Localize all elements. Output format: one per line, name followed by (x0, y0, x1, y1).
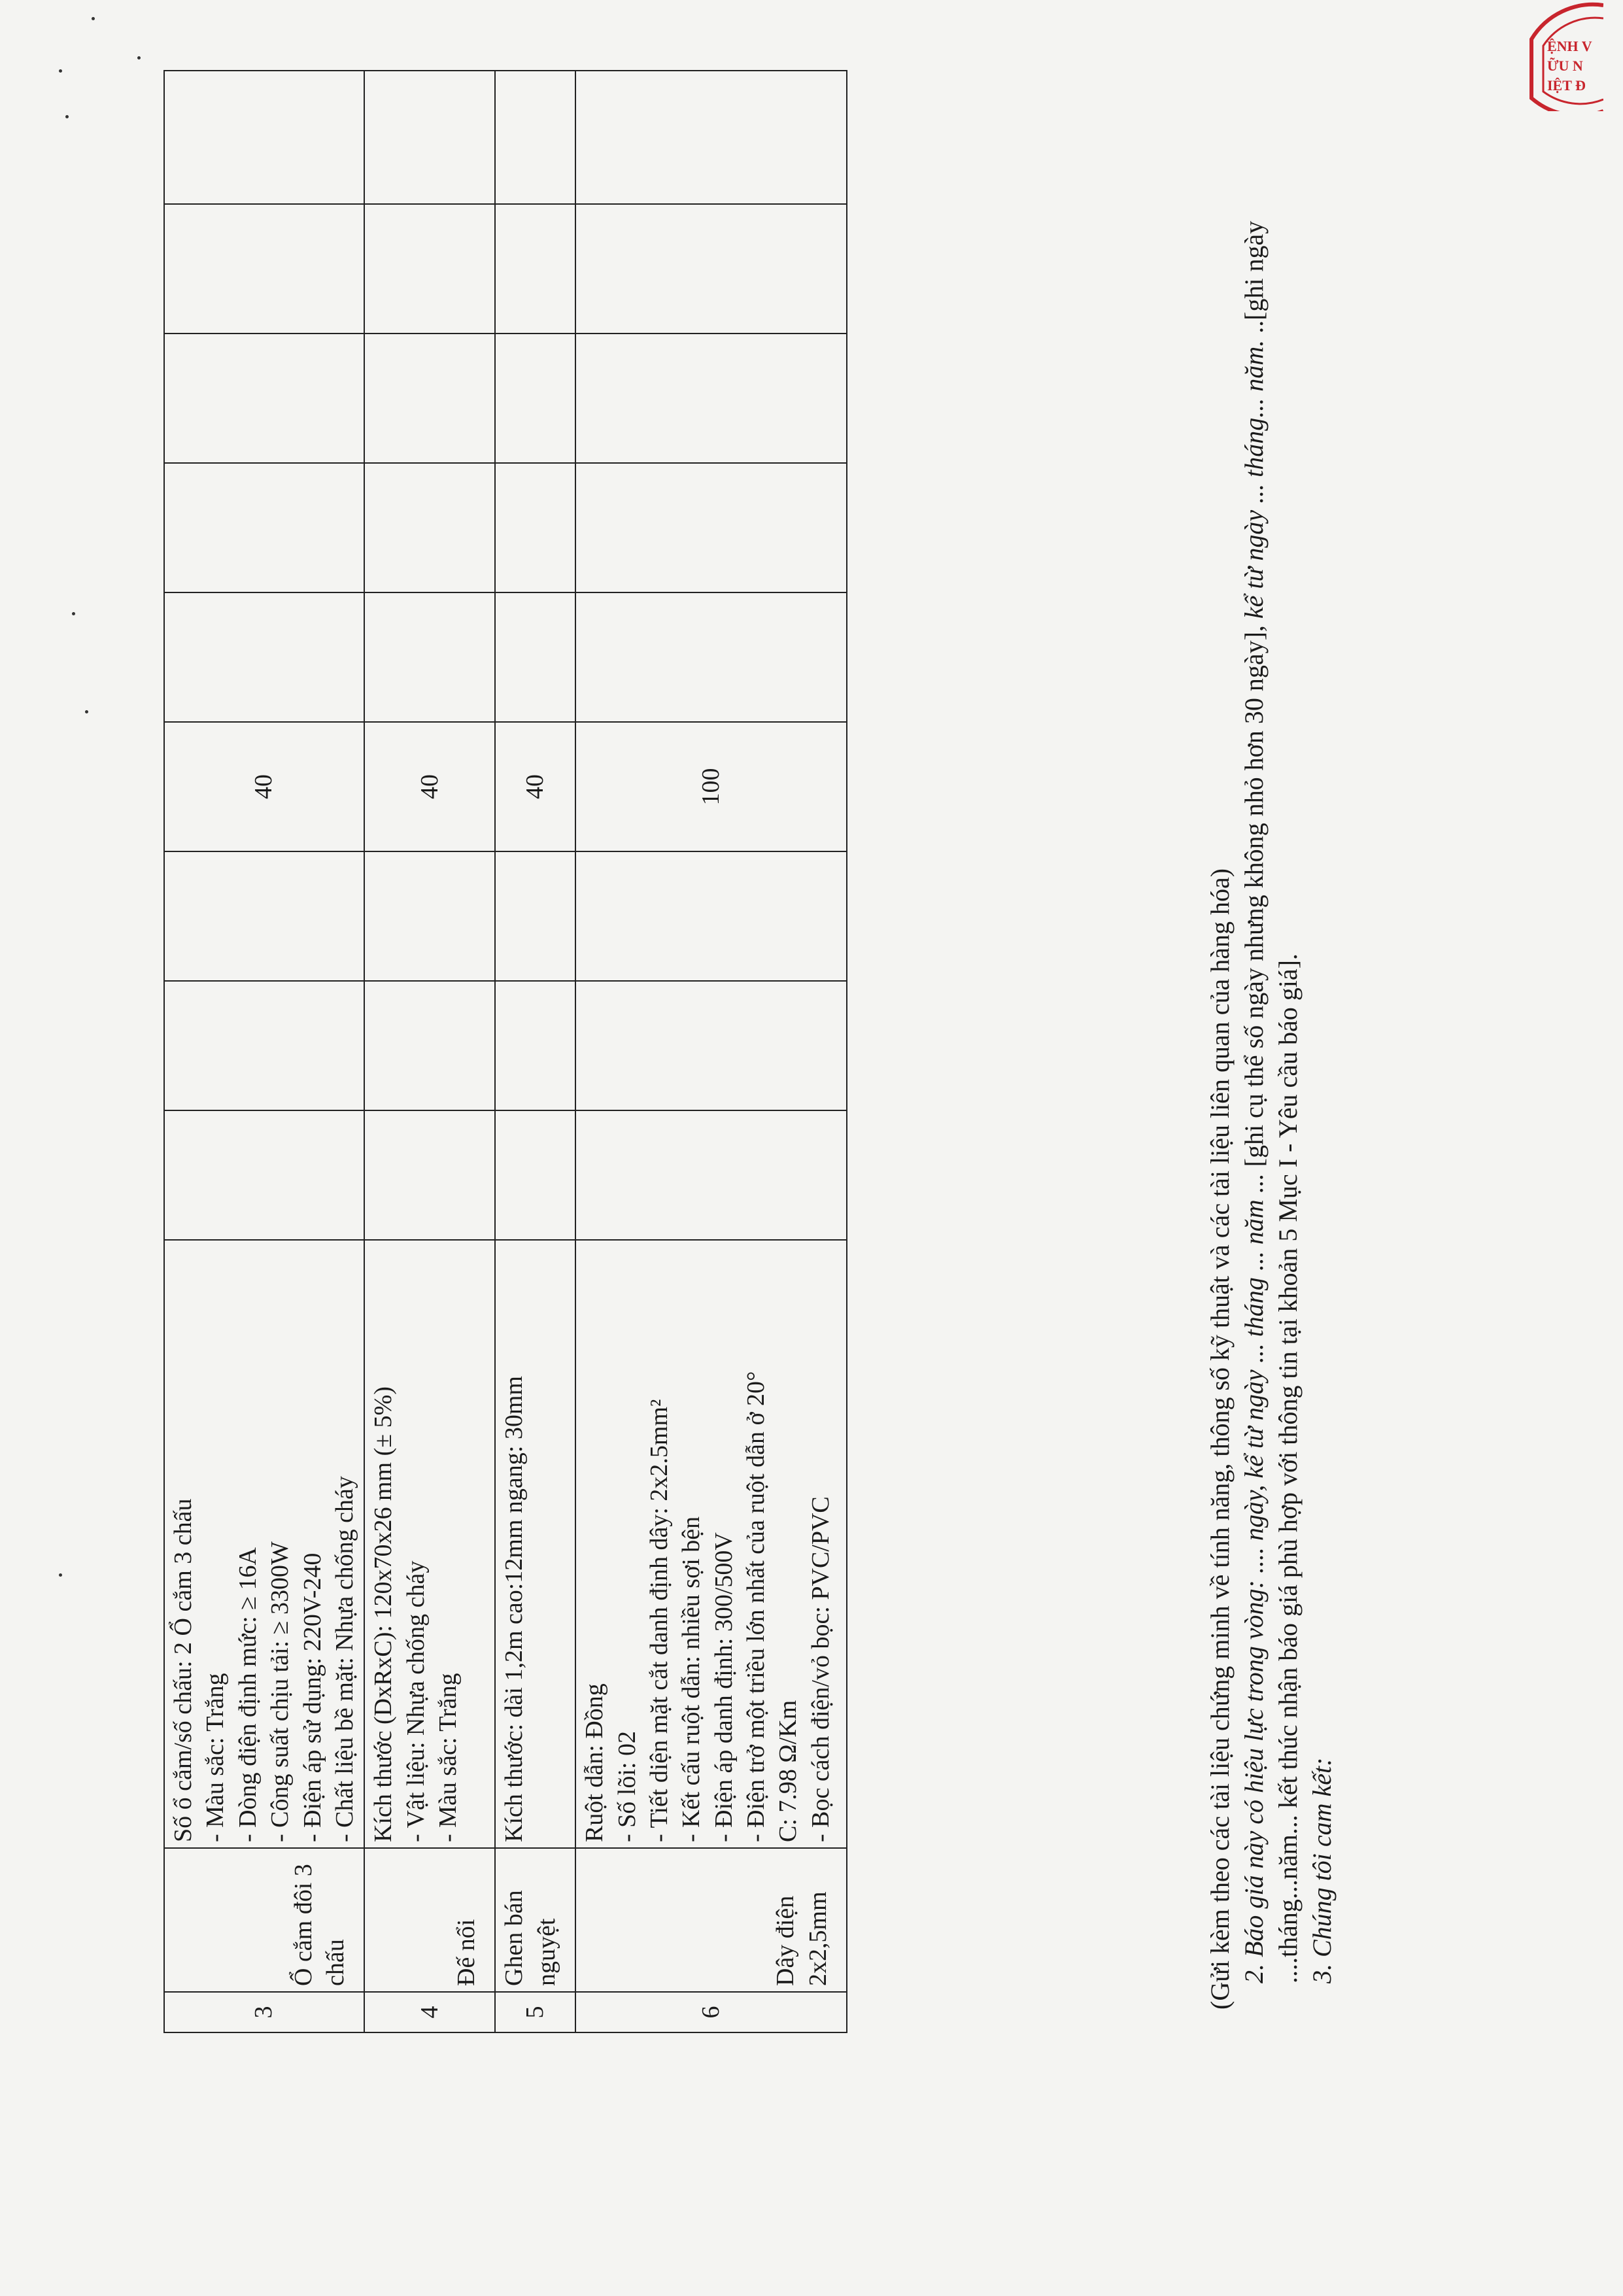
spec-line: - Màu sắc: Trắng (201, 1673, 230, 1842)
stamp-line-2: ỮU N (1547, 58, 1583, 74)
empty-cell (495, 981, 575, 1110)
spec-line: Kích thước (DxRxC): 120x70x26 mm (± 5%) (369, 1386, 398, 1842)
row-number: 5 (495, 1992, 575, 2032)
spec-line: - Bọc cách điện/vỏ bọc: PVC/PVC (806, 1496, 834, 1842)
empty-cell (364, 592, 495, 722)
scan-speck (92, 17, 95, 20)
empty-cell (575, 71, 847, 204)
spec-line: - Số lõi: 02 (613, 1731, 641, 1842)
note-validity-plain-2: ..[ghi ngày ....tháng...năm... kết thúc nhận báo giá phù hợp với thông tin tại khoản 5 Mục I - Yêu cầu báo giá]. (1239, 220, 1303, 1983)
empty-cell (364, 1110, 495, 1240)
table-row (164, 71, 364, 2032)
stamp-line-1: ỆNH V (1547, 38, 1592, 54)
scan-speck (137, 56, 141, 60)
empty-cell (495, 851, 575, 981)
table-row (575, 71, 847, 2032)
empty-cell (575, 463, 847, 592)
empty-cell (164, 851, 364, 981)
empty-cell (364, 851, 495, 981)
spec-line: - Điện áp danh định: 300/500V (709, 1532, 738, 1842)
empty-cell (575, 1110, 847, 1240)
empty-cell (164, 981, 364, 1110)
empty-cell (164, 592, 364, 722)
empty-cell (495, 71, 575, 204)
item-quantity: 40 (495, 722, 575, 851)
item-spec (575, 1240, 847, 1848)
spec-line: - Chất liệu bề mặt: Nhựa chống cháy (330, 1476, 358, 1842)
empty-cell (495, 463, 575, 592)
row-number: 6 (575, 1992, 847, 2032)
note-commitment: 3. Chúng tôi cam kết: (1307, 1757, 1337, 1983)
item-spec (164, 1240, 364, 1848)
empty-cell (575, 851, 847, 981)
empty-cell (495, 204, 575, 334)
scan-speck (72, 612, 75, 615)
item-name: Ghen bán nguyệt (495, 1848, 575, 1992)
empty-cell (364, 71, 495, 204)
empty-cell (575, 204, 847, 334)
spec-line: - Vật liệu: Nhựa chống cháy (401, 1560, 430, 1842)
empty-cell (364, 981, 495, 1110)
spec-line: - Màu sắc: Trắng (434, 1673, 462, 1842)
spec-line: Ruột dẫn: Đồng (581, 1683, 609, 1842)
empty-cell (364, 463, 495, 592)
item-quantity: 100 (575, 722, 847, 851)
scan-speck (59, 1573, 62, 1577)
note-validity-plain-1: [ghi cụ thể số ngày nhưng không nhỏ hơn 30 ngày], (1239, 619, 1269, 1174)
empty-cell (164, 463, 364, 592)
note-validity (1237, 74, 1305, 2023)
empty-cell (495, 1110, 575, 1240)
item-quantity: 40 (164, 722, 364, 851)
spec-line: - Điện trở một triều lớn nhất của ruột dẫn ở 20° (742, 1371, 770, 1842)
row-number: 3 (164, 1992, 364, 2032)
item-name: Dây điện 2x2,5mm (575, 1848, 847, 1992)
quote-table (163, 70, 847, 2033)
empty-cell (364, 204, 495, 334)
empty-cell (495, 592, 575, 722)
empty-cell (575, 592, 847, 722)
spec-line: C: 7.98 Ω/Km (774, 1700, 802, 1842)
spec-line: Số ổ cắm/số chấu: 2 Ổ cắm 3 chấu (169, 1498, 197, 1842)
item-spec (495, 1240, 575, 1848)
note-validity-italic-1: Báo giá này có hiệu lực trong vòng: .... ngày, kể từ ngày ... tháng ... năm ... (1239, 1173, 1269, 1957)
empty-cell (364, 334, 495, 463)
table-row (364, 71, 495, 2032)
item-quantity: 40 (364, 722, 495, 851)
empty-cell (164, 1110, 364, 1240)
empty-cell (164, 204, 364, 334)
spec-line: - Công suất chịu tải: ≥ 3300W (266, 1541, 294, 1842)
empty-cell (164, 334, 364, 463)
scan-speck (85, 710, 88, 713)
row-number: 4 (364, 1992, 495, 2032)
empty-cell (575, 334, 847, 463)
spec-line: - Điện áp sử dụng: 220V-240 (298, 1552, 326, 1842)
stamp-line-3: IỆT Đ (1547, 77, 1586, 94)
item-spec (364, 1240, 495, 1848)
note-attachments: (Gửi kèm theo các tài liệu chứng minh về tính năng, thông số kỹ thuật và các tài liệu liên quan của hàng hóa) (1205, 868, 1235, 2010)
table-row (495, 71, 575, 2032)
empty-cell (164, 71, 364, 204)
item-name: Ổ cắm đôi 3 chấu (164, 1848, 364, 1992)
empty-cell (575, 981, 847, 1110)
scan-speck (65, 115, 69, 118)
scan-speck (59, 69, 62, 73)
note-validity-italic-2: kể từ ngày ... tháng... năm. (1239, 339, 1269, 619)
item-name: Đế nổi (364, 1848, 495, 1992)
spec-line: - Dòng điện định mức: ≥ 16A (233, 1547, 262, 1842)
spec-line: Kích thước: dài 1,2m cao:12mm ngang: 30mm (500, 1376, 528, 1842)
empty-cell (495, 334, 575, 463)
note-validity-number: 2. (1239, 1957, 1269, 1983)
notes-section (1203, 74, 1339, 2023)
spec-line: - Tiết diện mặt cắt danh định dây: 2x2.5mm² (645, 1399, 673, 1842)
red-seal-stamp (1505, 0, 1603, 111)
spec-line: - Kết cấu ruột dẫn: nhiều sợi bện (677, 1516, 706, 1842)
